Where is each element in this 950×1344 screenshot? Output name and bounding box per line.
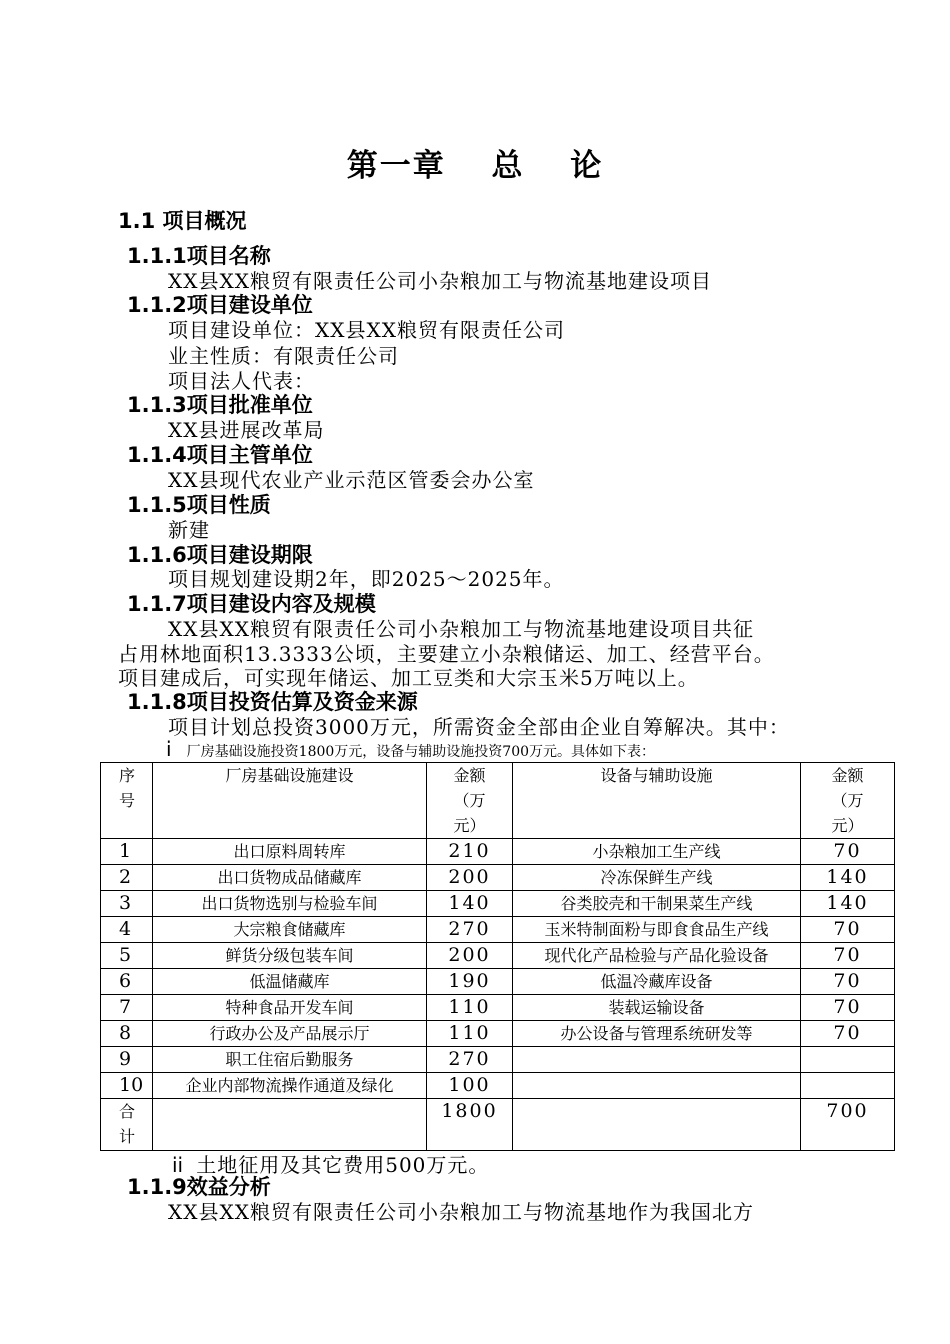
row-facility: 行政办公及产品展示厅 bbox=[153, 1021, 427, 1047]
item-heading: 1.1.2项目建设单位 bbox=[127, 293, 313, 317]
item-heading: 1.1.4项目主管单位 bbox=[127, 443, 313, 467]
row-amount2: 70 bbox=[801, 917, 895, 943]
row-facility: 大宗粮食储藏库 bbox=[153, 917, 427, 943]
item-text: XX县进展改革局 bbox=[168, 418, 325, 442]
item-text: XX县现代农业产业示范区管委会办公室 bbox=[168, 468, 535, 492]
table-header-row bbox=[101, 763, 895, 839]
table-row bbox=[101, 1073, 895, 1099]
row-equipment: 冷冻保鲜生产线 bbox=[513, 865, 801, 891]
row-facility: 职工住宿后勤服务 bbox=[153, 1047, 427, 1073]
row-facility: 企业内部物流操作通道及绿化 bbox=[153, 1073, 427, 1099]
land-note-text: 土地征用及其它费用500万元。 bbox=[196, 1153, 490, 1177]
row-seq: 9 bbox=[101, 1047, 153, 1073]
header-amount1: 金额 （万 元） bbox=[427, 763, 513, 839]
investment-table bbox=[100, 762, 895, 1151]
item-heading: 1.1.3项目批准单位 bbox=[127, 393, 313, 417]
row-seq: 2 bbox=[101, 865, 153, 891]
item-text: 项目规划建设期2年，即2025～2025年。 bbox=[168, 567, 565, 591]
row-amount1: 200 bbox=[427, 865, 513, 891]
table-row bbox=[101, 1047, 895, 1073]
row-equipment bbox=[513, 1047, 801, 1073]
item-heading: 1.1.7项目建设内容及规模 bbox=[127, 592, 376, 616]
row-seq: 10 bbox=[101, 1073, 153, 1099]
item-heading: 1.1.6项目建设期限 bbox=[127, 543, 313, 567]
table-row bbox=[101, 943, 895, 969]
row-amount2: 140 bbox=[801, 865, 895, 891]
total-label: 合 计 bbox=[101, 1099, 153, 1151]
total-amount2: 700 bbox=[801, 1099, 895, 1151]
row-amount1: 140 bbox=[427, 891, 513, 917]
total-amount1: 1800 bbox=[427, 1099, 513, 1151]
item-text: 项目建成后，可实现年储运、加工豆类和大宗玉米5万吨以上。 bbox=[118, 666, 699, 690]
item-text: XX县XX粮贸有限责任公司小杂粮加工与物流基地作为我国北方 bbox=[168, 1200, 754, 1224]
row-seq: 1 bbox=[101, 839, 153, 865]
row-equipment: 现代化产品检验与产品化验设备 bbox=[513, 943, 801, 969]
row-amount2: 70 bbox=[801, 969, 895, 995]
item-text: 占用林地面积13.3333公顷，主要建立小杂粮储运、加工、经营平台。 bbox=[118, 642, 775, 666]
row-amount1: 190 bbox=[427, 969, 513, 995]
row-amount1: 270 bbox=[427, 1047, 513, 1073]
row-amount1: 110 bbox=[427, 1021, 513, 1047]
item-text: 项目建设单位：XX县XX粮贸有限责任公司 bbox=[168, 318, 565, 342]
row-amount1: 210 bbox=[427, 839, 513, 865]
table-row bbox=[101, 891, 895, 917]
table-row bbox=[101, 839, 895, 865]
roman-marker: i bbox=[166, 737, 172, 761]
table-row bbox=[101, 917, 895, 943]
row-facility: 出口货物选别与检验车间 bbox=[153, 891, 427, 917]
row-amount1: 100 bbox=[427, 1073, 513, 1099]
row-amount2: 70 bbox=[801, 839, 895, 865]
row-seq: 8 bbox=[101, 1021, 153, 1047]
item-text: 业主性质：有限责任公司 bbox=[168, 344, 399, 368]
table-row bbox=[101, 995, 895, 1021]
row-equipment bbox=[513, 1073, 801, 1099]
row-seq: 7 bbox=[101, 995, 153, 1021]
item-heading: 1.1.9效益分析 bbox=[127, 1175, 271, 1199]
row-amount2 bbox=[801, 1073, 895, 1099]
item-heading: 1.1.5项目性质 bbox=[127, 493, 271, 517]
row-equipment: 玉米特制面粉与即食食品生产线 bbox=[513, 917, 801, 943]
table-row bbox=[101, 865, 895, 891]
item-heading: 1.1.8项目投资估算及资金来源 bbox=[127, 690, 418, 714]
row-equipment: 谷类胶壳和干制果菜生产线 bbox=[513, 891, 801, 917]
row-amount1: 270 bbox=[427, 917, 513, 943]
row-facility: 鲜货分级包装车间 bbox=[153, 943, 427, 969]
row-equipment: 装载运输设备 bbox=[513, 995, 801, 1021]
header-seq: 序 号 bbox=[101, 763, 153, 839]
investment-note-text: 厂房基础设施投资1800万元，设备与辅助设施投资700万元。具体如下表： bbox=[186, 744, 656, 760]
row-equipment: 低温冷藏库设备 bbox=[513, 969, 801, 995]
row-seq: 3 bbox=[101, 891, 153, 917]
item-text: 项目法人代表： bbox=[168, 369, 315, 393]
row-amount2: 70 bbox=[801, 943, 895, 969]
row-facility: 出口货物成品储藏库 bbox=[153, 865, 427, 891]
item-text: 新建 bbox=[168, 518, 210, 542]
row-seq: 6 bbox=[101, 969, 153, 995]
header-facility: 厂房基础设施建设 bbox=[153, 763, 427, 839]
row-equipment: 办公设备与管理系统研发等 bbox=[513, 1021, 801, 1047]
row-equipment: 小杂粮加工生产线 bbox=[513, 839, 801, 865]
total-empty bbox=[513, 1099, 801, 1151]
item-text: XX县XX粮贸有限责任公司小杂粮加工与物流基地建设项目共征 bbox=[168, 617, 754, 641]
row-amount2: 70 bbox=[801, 995, 895, 1021]
row-amount2 bbox=[801, 1047, 895, 1073]
chapter-title: 第一章 总 论 bbox=[346, 148, 604, 184]
row-facility: 特种食品开发车间 bbox=[153, 995, 427, 1021]
row-facility: 出口原料周转库 bbox=[153, 839, 427, 865]
header-amount2: 金额 （万 元） bbox=[801, 763, 895, 839]
item-text: 项目计划总投资3000万元，所需资金全部由企业自筹解决。其中： bbox=[168, 715, 790, 739]
row-amount2: 140 bbox=[801, 891, 895, 917]
table-total-row bbox=[101, 1099, 895, 1151]
row-seq: 4 bbox=[101, 917, 153, 943]
table-row bbox=[101, 1021, 895, 1047]
investment-note bbox=[166, 737, 655, 761]
table-row bbox=[101, 969, 895, 995]
section-heading: 1.1 项目概况 bbox=[118, 209, 247, 233]
item-heading: 1.1.1项目名称 bbox=[127, 244, 271, 268]
row-amount1: 200 bbox=[427, 943, 513, 969]
header-equipment: 设备与辅助设施 bbox=[513, 763, 801, 839]
roman-marker: ii bbox=[172, 1153, 184, 1177]
row-facility: 低温储藏库 bbox=[153, 969, 427, 995]
row-seq: 5 bbox=[101, 943, 153, 969]
item-text: XX县XX粮贸有限责任公司小杂粮加工与物流基地建设项目 bbox=[168, 269, 712, 293]
row-amount2: 70 bbox=[801, 1021, 895, 1047]
row-amount1: 110 bbox=[427, 995, 513, 1021]
total-empty bbox=[153, 1099, 427, 1151]
